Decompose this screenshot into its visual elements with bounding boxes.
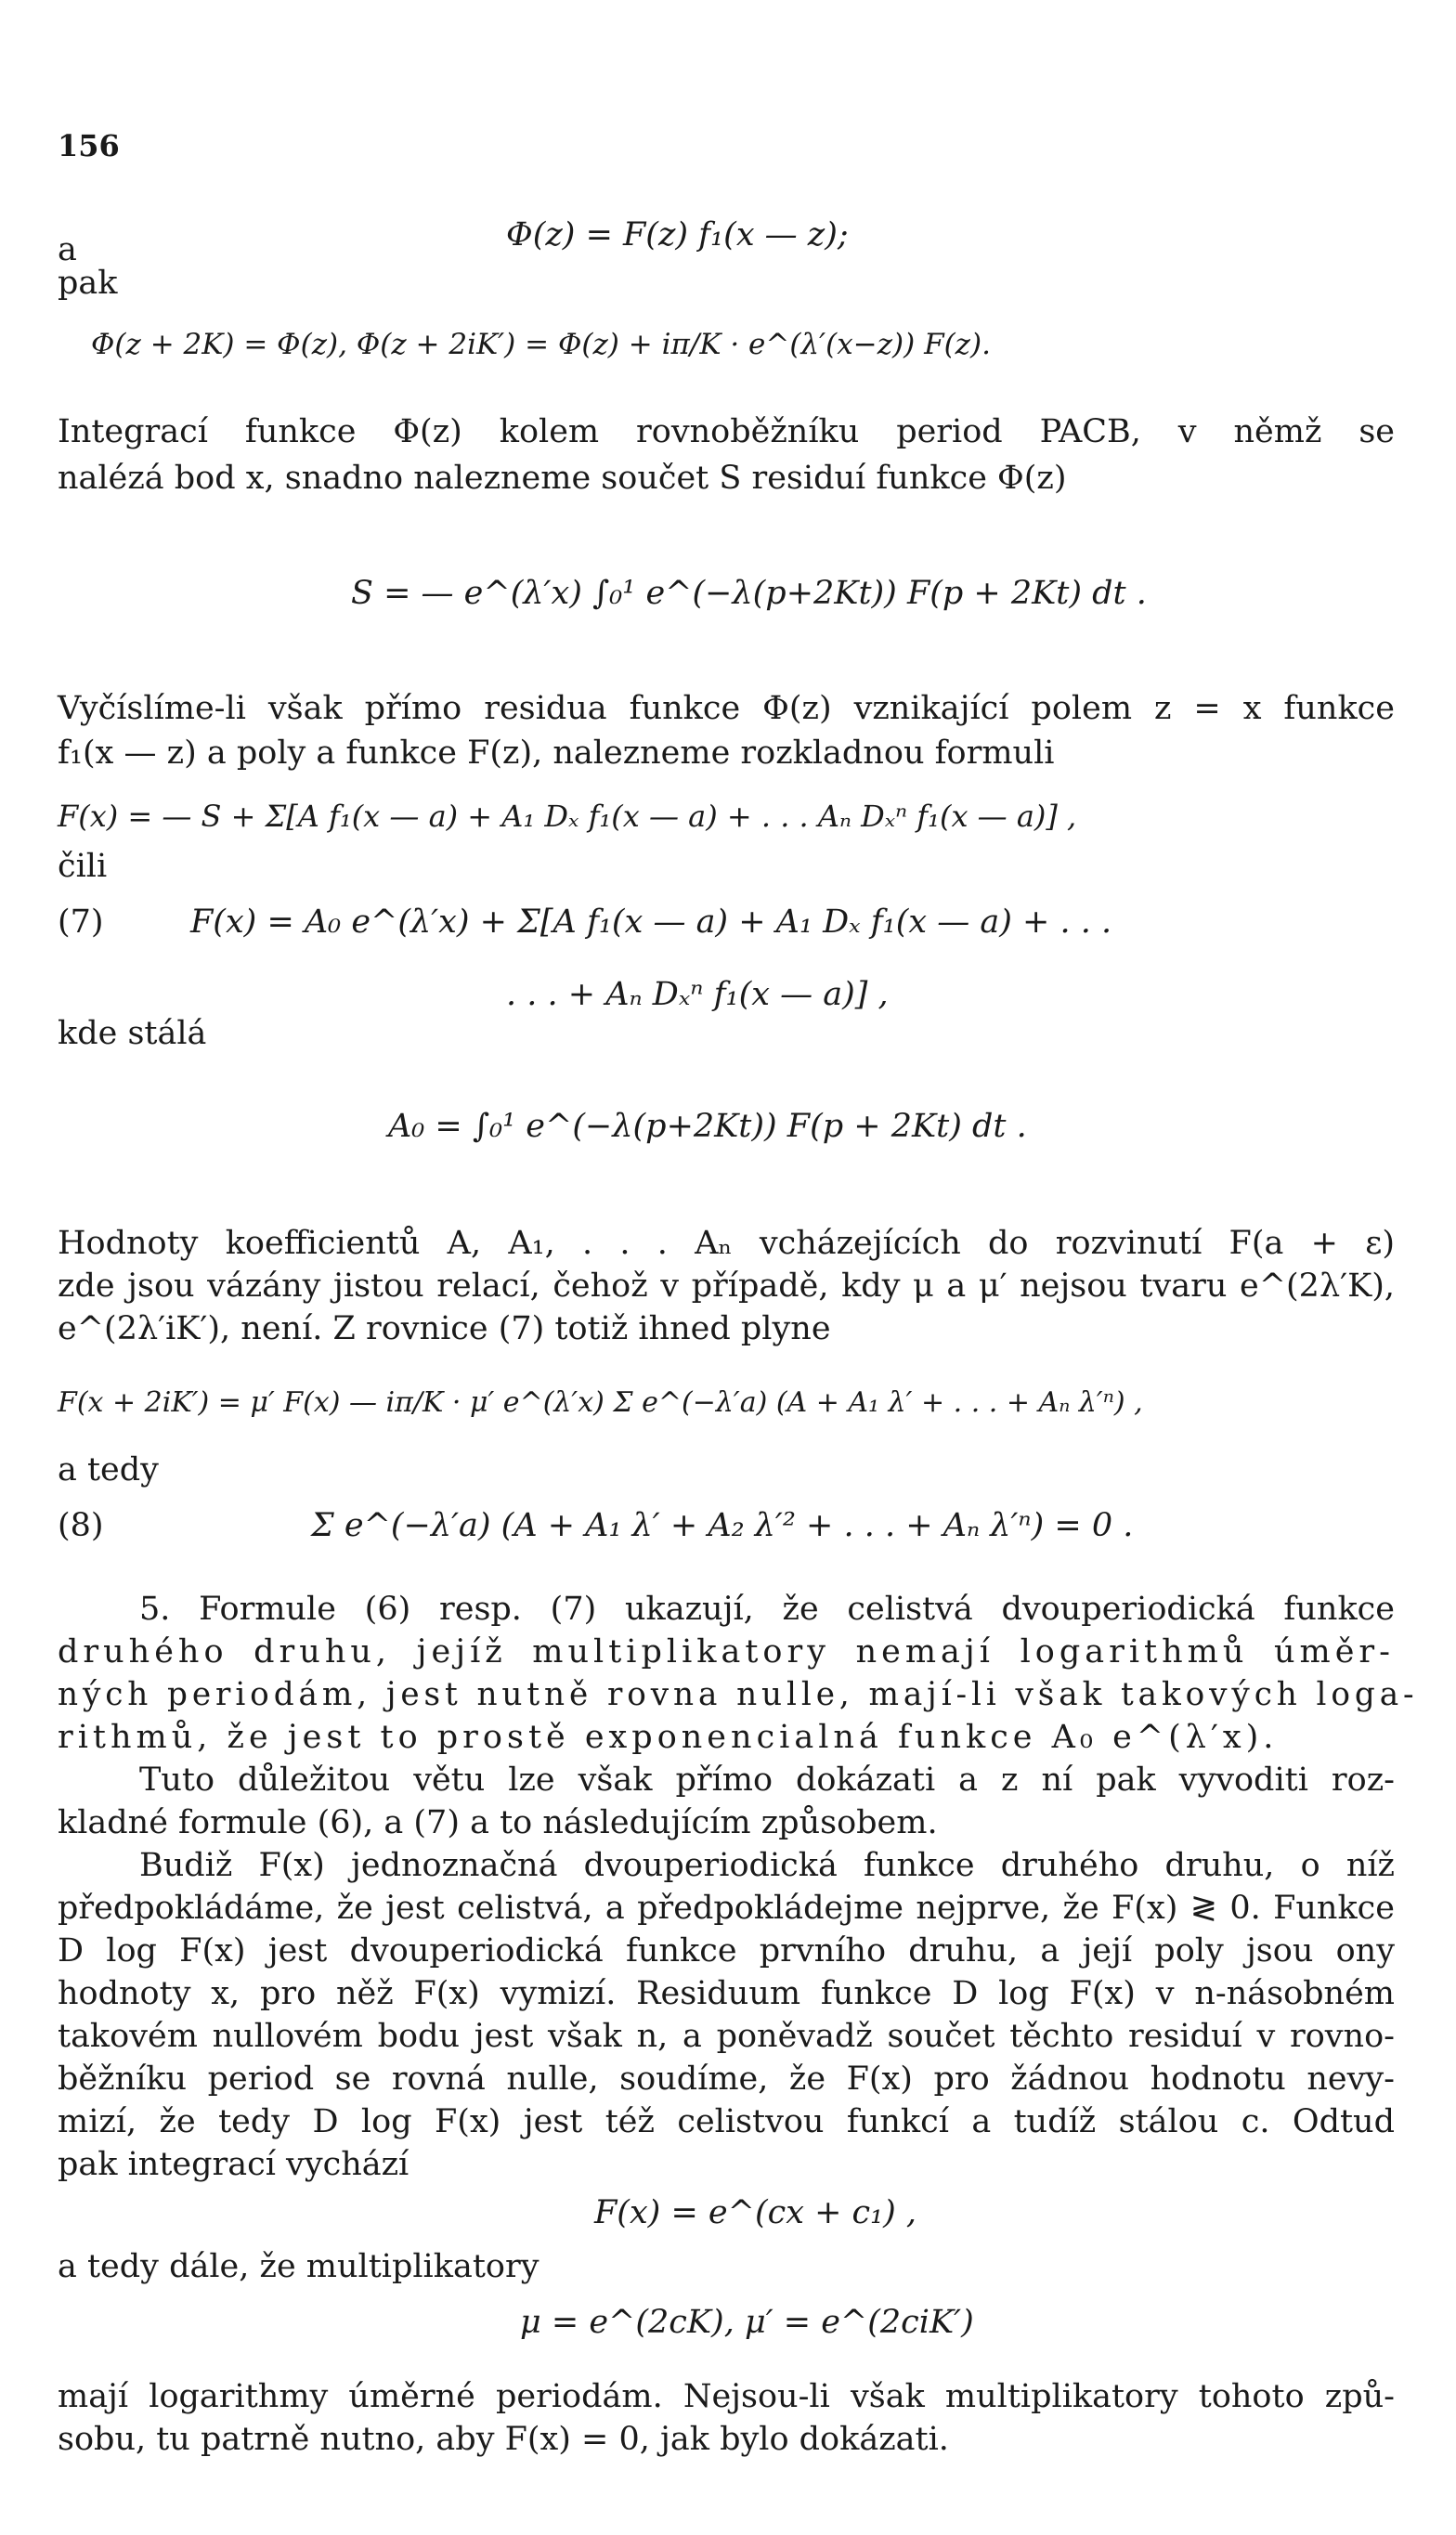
paragraph-line: mizí, že tedy D log F(x) jest též celistvou funkcí a tudíž stálou c. Odtud [58, 2103, 1395, 2140]
paragraph-line: a tedy dále, že multiplikatory [58, 2248, 540, 2285]
word-a: a [58, 231, 77, 268]
equation-phi-periodicity: Φ(z + 2K) = Φ(z), Φ(z + 2iK′) = Φ(z) + iπ/K · e^(λ′(x−z)) F(z). [91, 328, 991, 361]
equation-quasi-periodicity: F(x + 2iK′) = μ′ F(x) — iπ/K · μ′ e^(λ′x) Σ e^(−λ′a) (A + A₁ λ′ + . . . + Aₙ λ′ⁿ) , [58, 1386, 1143, 1419]
page-number: 156 [58, 128, 120, 163]
paragraph-line: Vyčíslíme-li však přímo residua funkce Φ(z) vznikající polem z = x funkce [58, 690, 1395, 727]
paragraph-line: běžníku period se rovná nulle, soudíme, že F(x) pro žádnou hodnotu nevy- [58, 2060, 1395, 2098]
paragraph-line: mají logarithmy úměrné periodám. Nejsou-li však multiplikatory tohoto způ- [58, 2378, 1395, 2415]
paragraph-line: ných periodám, jest nutně rovna nulle, mají-li však takových loga- [58, 1676, 1419, 1713]
word-a-tedy: a tedy [58, 1451, 159, 1488]
paragraph-line: kladné formule (6), a (7) a to následujícím způsobem. [58, 1804, 938, 1841]
word-cili: čili [58, 848, 108, 885]
paragraph-line: předpokládáme, že jest celistvá, a předpokládejme nejprve, že F(x) ≷ 0. Funkce [58, 1890, 1395, 1927]
paragraph-line: f₁(x — z) a poly a funkce F(z), nalezneme rozkladnou formuli [58, 734, 1055, 772]
equation-number: (8) [58, 1507, 104, 1544]
equation-number: (7) [58, 904, 104, 941]
paragraph-line: nalézá bod x, snadno nalezneme součet S residuí funkce Φ(z) [58, 460, 1067, 497]
paragraph-line: kde stálá [58, 1015, 207, 1052]
equation-8: Σ e^(−λ′a) (A + A₁ λ′ + A₂ λ′² + . . . + Aₙ λ′ⁿ) = 0 . [311, 1507, 1134, 1544]
paragraph-line: D log F(x) jest dvouperiodická funkce prvního druhu, a její poly jsou ony [58, 1932, 1395, 1970]
paragraph-line: e^(2λ′iK′), není. Z rovnice (7) totiž ihned plyne [58, 1310, 831, 1347]
equation-exponential: F(x) = e^(cx + c₁) , [594, 2194, 917, 2231]
equation-7-part2: . . . + Aₙ Dₓⁿ f₁(x — a)] , [506, 976, 889, 1013]
paragraph-line: Budiž F(x) jednoznačná dvouperiodická funkce druhého druhu, o níž [139, 1847, 1395, 1884]
paragraph-line: rithmů, že jest to prostě exponencialná funkce A₀ e^(λ′x). [58, 1719, 1279, 1756]
equation-multipliers: μ = e^(2cK), μ′ = e^(2ciK′) [520, 2304, 974, 2341]
equation-phi-definition: Φ(z) = F(z) f₁(x — z); [506, 216, 849, 254]
equation-decomposition: F(x) = — S + Σ[A f₁(x — a) + A₁ Dₓ f₁(x — a) + . . . Aₙ Dₓⁿ f₁(x — a)] , [58, 799, 1077, 834]
paragraph-line: druhého druhu, jejíž multiplikatory nemají logarithmů úměr- [58, 1633, 1395, 1670]
paragraph-line: Tuto důležitou větu lze však přímo dokázati a z ní pak vyvoditi roz- [139, 1762, 1395, 1799]
equation-constant-a0: A₀ = ∫₀¹ e^(−λ(p+2Kt)) F(p + 2Kt) dt . [388, 1108, 1027, 1145]
paragraph-line: zde jsou vázány jistou relací, čehož v případě, kdy μ a μ′ nejsou tvaru e^(2λ′K), [58, 1268, 1395, 1305]
paragraph-line: 5. Formule (6) resp. (7) ukazují, že celistvá dvouperiodická funkce [139, 1591, 1395, 1628]
equation-residue-sum: S = — e^(λ′x) ∫₀¹ e^(−λ(p+2Kt)) F(p + 2Kt) dt . [351, 575, 1147, 612]
paragraph-line: sobu, tu patrně nutno, aby F(x) = 0, jak bylo dokázati. [58, 2421, 949, 2458]
paragraph-line: takovém nullovém bodu jest však n, a poněvadž součet těchto residuí v rovno- [58, 2018, 1395, 2055]
paragraph-line: Hodnoty koefficientů A, A₁, . . . Aₙ vcházejících do rozvinutí F(a + ε) [58, 1225, 1395, 1262]
equation-7-part1: F(x) = A₀ e^(λ′x) + Σ[A f₁(x — a) + A₁ Dₓ f₁(x — a) + . . . [190, 904, 1112, 941]
word-pak: pak [58, 265, 118, 302]
paragraph-line: hodnoty x, pro něž F(x) vymizí. Residuum funkce D log F(x) v n-násobném [58, 1975, 1395, 2012]
paragraph-line: pak integrací vychází [58, 2146, 410, 2183]
paragraph-line: Integrací funkce Φ(z) kolem rovnoběžníku period PACB, v němž se [58, 413, 1395, 450]
